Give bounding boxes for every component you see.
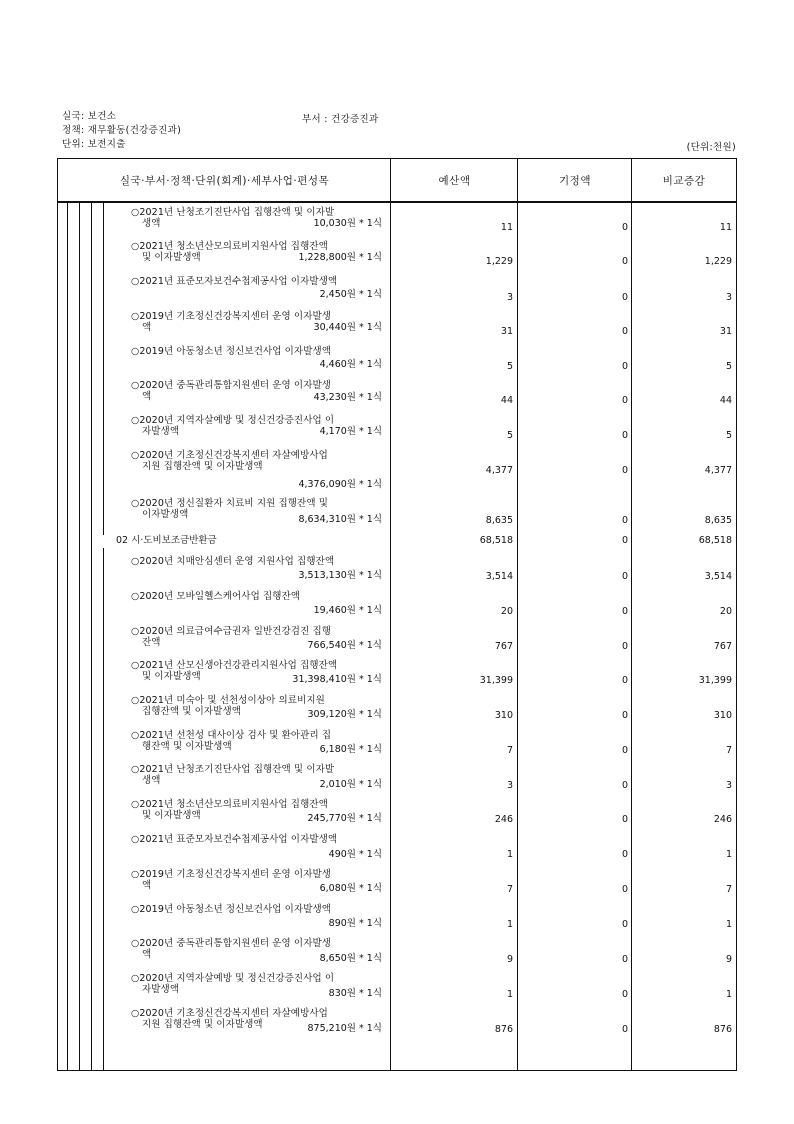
row-budget: 31 [500, 326, 513, 337]
row-desc: ○2019년 아동청소년 정신보건사업 이자발생액 [131, 904, 332, 915]
row-diff: 4,377 [704, 465, 732, 476]
row-desc-cont: 생액 [142, 218, 161, 229]
row-existing: 0 [621, 515, 628, 526]
row-existing: 0 [621, 222, 628, 233]
row-amount-calc: 3,513,130원 * 1식 [298, 570, 382, 581]
section-budget: 68,518 [479, 535, 513, 546]
indent-line-2 [79, 203, 80, 1071]
col-budget-header: 예산액 [438, 174, 471, 187]
row-amount-calc: 766,540원 * 1식 [307, 640, 382, 651]
row-budget: 310 [494, 710, 513, 721]
unit-name-label: 단위: 보전지출 [62, 139, 126, 150]
row-desc-cont: 및 이자발생액 [142, 810, 201, 821]
col-divider-2 [517, 158, 518, 1071]
row-desc: ○2020년 기초정신건강복지센터 자살예방사업 [131, 1008, 328, 1019]
row-diff: 8,635 [704, 515, 732, 526]
row-existing: 0 [621, 395, 628, 406]
section-label: 02 시·도비보조금반환금 [116, 535, 217, 546]
row-budget: 3,514 [485, 571, 513, 582]
row-existing: 0 [621, 256, 628, 267]
row-desc-cont: 자발생액 [142, 426, 180, 437]
row-budget: 876 [494, 1024, 513, 1035]
row-desc: ○2020년 의료급여수급권자 일반건강검진 집행 [131, 626, 332, 637]
row-budget: 31,399 [479, 675, 513, 686]
row-desc-cont: 액 [142, 391, 152, 402]
row-desc: ○2019년 기초정신건강복지센터 운영 이자발생 [131, 311, 332, 322]
row-budget: 767 [494, 641, 513, 652]
row-amount-calc: 830원 * 1식 [328, 988, 382, 999]
row-amount-calc: 875,210원 * 1식 [307, 1023, 382, 1034]
row-existing: 0 [621, 745, 628, 756]
table-header [57, 158, 737, 203]
row-existing: 0 [621, 430, 628, 441]
row-amount-calc: 2,010원 * 1식 [319, 779, 382, 790]
row-amount-calc: 2,450원 * 1식 [319, 289, 382, 300]
row-amount-calc: 6,180원 * 1식 [319, 744, 382, 755]
row-existing: 0 [621, 710, 628, 721]
row-existing: 0 [621, 989, 628, 1000]
row-desc: ○2019년 기초정신건강복지센터 운영 이자발생 [131, 869, 332, 880]
row-desc: ○2021년 난청조기진단사업 집행잔액 및 이자발 [131, 764, 335, 775]
row-diff: 3 [725, 780, 732, 791]
table-border-right [736, 158, 737, 1071]
row-desc-cont: 자발생액 [142, 984, 180, 995]
row-desc: ○2021년 미숙아 및 선천성이상아 의료비지원 [131, 695, 325, 706]
row-diff: 876 [713, 1024, 732, 1035]
row-desc-cont: 잔액 [142, 637, 161, 648]
row-diff: 1 [725, 919, 732, 930]
section-diff: 68,518 [698, 535, 732, 546]
row-existing: 0 [621, 814, 628, 825]
table-border-left [57, 158, 58, 1071]
row-amount-calc: 43,230원 * 1식 [313, 392, 382, 403]
row-desc-cont: 행잔액 및 이자발생액 [142, 741, 232, 752]
row-desc: ○2021년 표준모자보건수첩제공사업 이자발생액 [131, 834, 338, 845]
col-divider-3 [631, 158, 632, 1071]
indent-line-4a [103, 203, 104, 535]
row-desc-cont: 액 [142, 322, 152, 333]
row-existing: 0 [621, 849, 628, 860]
row-budget: 1 [506, 919, 513, 930]
row-existing: 0 [621, 919, 628, 930]
row-diff: 11 [719, 222, 732, 233]
row-diff: 1 [725, 849, 732, 860]
row-desc-cont: 액 [142, 949, 152, 960]
row-amount-calc: 4,460원 * 1식 [319, 359, 382, 370]
row-amount-calc: 31,398,410원 * 1식 [292, 674, 382, 685]
row-budget: 8,635 [485, 515, 513, 526]
row-diff: 31 [719, 326, 732, 337]
row-desc: ○2021년 선천성 대사이상 검사 및 환아관리 집 [131, 730, 332, 741]
indent-line-3 [91, 203, 92, 1071]
row-desc-cont: 집행잔액 및 이자발생액 [142, 706, 242, 717]
row-desc: ○2020년 기초정신건강복지센터 자살예방사업 [131, 450, 328, 461]
row-amount-calc: 8,650원 * 1식 [319, 953, 382, 964]
department-label: 부서 : 건강증진과 [302, 114, 379, 125]
row-desc: ○2020년 중독관리통합지원센터 운영 이자발생 [131, 938, 332, 949]
row-amount-calc: 4,170원 * 1식 [319, 426, 382, 437]
row-desc: ○2020년 중독관리통합지원센터 운영 이자발생 [131, 380, 332, 391]
row-desc-cont: 액 [142, 880, 152, 891]
row-desc: ○2020년 지역자살예방 및 정신건강증진사업 이 [131, 415, 335, 426]
row-diff: 1,229 [704, 256, 732, 267]
row-amount-calc: 490원 * 1식 [328, 849, 382, 860]
row-budget: 20 [500, 606, 513, 617]
row-budget: 3 [506, 292, 513, 303]
office-label: 실국: 보건소 [62, 111, 117, 122]
row-existing: 0 [621, 780, 628, 791]
row-diff: 9 [725, 954, 732, 965]
indent-line-4b [103, 548, 104, 1071]
row-desc-cont: 지원 집행잔액 및 이자발생액 [142, 461, 263, 472]
row-amount-calc: 4,376,090원 * 1식 [298, 479, 382, 490]
row-desc: ○2021년 표준모자보건수첩제공사업 이자발생액 [131, 276, 338, 287]
row-diff: 767 [713, 641, 732, 652]
row-amount-calc: 19,460원 * 1식 [313, 605, 382, 616]
row-budget: 7 [506, 884, 513, 895]
row-existing: 0 [621, 884, 628, 895]
row-desc: ○2021년 산모신생아건강관리지원사업 집행잔액 [131, 660, 338, 671]
row-amount-calc: 30,440원 * 1식 [313, 322, 382, 333]
row-budget: 44 [500, 395, 513, 406]
table-border-bottom [57, 1070, 737, 1071]
row-amount-calc: 6,080원 * 1식 [319, 883, 382, 894]
row-existing: 0 [621, 606, 628, 617]
row-desc: ○2021년 청소년산모의료비지원사업 집행잔액 [131, 241, 328, 252]
col-desc-header: 실국·부서·정책·단위(회계)·세부사업·편성목 [119, 174, 330, 187]
row-budget: 7 [506, 745, 513, 756]
row-budget: 3 [506, 780, 513, 791]
row-desc: ○2020년 지역자살예방 및 정신건강증진사업 이 [131, 973, 335, 984]
indent-line-1 [67, 203, 68, 1071]
section-existing: 0 [621, 535, 628, 546]
row-budget: 4,377 [485, 465, 513, 476]
row-desc: ○2020년 치매안심센터 운영 지원사업 집행잔액 [131, 556, 335, 567]
row-existing: 0 [621, 675, 628, 686]
row-desc-cont: 및 이자발생액 [142, 671, 201, 682]
row-amount-calc: 245,770원 * 1식 [307, 813, 382, 824]
row-amount-calc: 8,634,310원 * 1식 [298, 514, 382, 525]
row-budget: 11 [500, 222, 513, 233]
row-budget: 1 [506, 849, 513, 860]
row-desc-cont: 및 이자발생액 [142, 252, 201, 263]
row-desc: ○2021년 난청조기진단사업 집행잔액 및 이자발 [131, 207, 335, 218]
row-existing: 0 [621, 326, 628, 337]
row-budget: 5 [506, 361, 513, 372]
row-diff: 3,514 [704, 571, 732, 582]
row-diff: 1 [725, 989, 732, 1000]
row-diff: 5 [725, 430, 732, 441]
row-existing: 0 [621, 1024, 628, 1035]
row-diff: 310 [713, 710, 732, 721]
row-existing: 0 [621, 465, 628, 476]
row-amount-calc: 1,228,800원 * 1식 [298, 252, 382, 263]
row-diff: 44 [719, 395, 732, 406]
row-existing: 0 [621, 292, 628, 303]
row-budget: 5 [506, 430, 513, 441]
row-existing: 0 [621, 361, 628, 372]
row-diff: 7 [725, 745, 732, 756]
row-diff: 20 [719, 606, 732, 617]
row-budget: 9 [506, 954, 513, 965]
row-budget: 246 [494, 814, 513, 825]
row-desc-cont: 이자발생액 [142, 509, 189, 520]
row-amount-calc: 309,120원 * 1식 [307, 709, 382, 720]
col-diff-header: 비교증감 [662, 174, 706, 187]
row-diff: 7 [725, 884, 732, 895]
unit-note: (단위:천원) [686, 142, 736, 153]
row-existing: 0 [621, 641, 628, 652]
row-diff: 246 [713, 814, 732, 825]
col-existing-header: 기정액 [559, 174, 591, 187]
row-budget: 1,229 [485, 256, 513, 267]
row-desc-cont: 생액 [142, 775, 161, 786]
row-desc-cont: 지원 집행잔액 및 이자발생액 [142, 1019, 263, 1030]
row-amount-calc: 890원 * 1식 [328, 918, 382, 929]
row-desc: ○2021년 청소년산모의료비지원사업 집행잔액 [131, 799, 328, 810]
row-existing: 0 [621, 954, 628, 965]
row-existing: 0 [621, 571, 628, 582]
row-diff: 3 [725, 292, 732, 303]
row-amount-calc: 10,030원 * 1식 [313, 218, 382, 229]
col-divider-1 [390, 158, 391, 1071]
row-diff: 5 [725, 361, 732, 372]
row-desc: ○2020년 정신질환자 치료비 지원 집행잔액 및 [131, 498, 328, 509]
row-diff: 31,399 [698, 675, 732, 686]
row-desc: ○2020년 모바일헬스케어사업 집행잔액 [131, 591, 301, 602]
policy-label: 정책: 재무활동(건강증진과) [62, 125, 182, 136]
row-budget: 1 [506, 989, 513, 1000]
row-desc: ○2019년 아동청소년 정신보건사업 이자발생액 [131, 346, 332, 357]
